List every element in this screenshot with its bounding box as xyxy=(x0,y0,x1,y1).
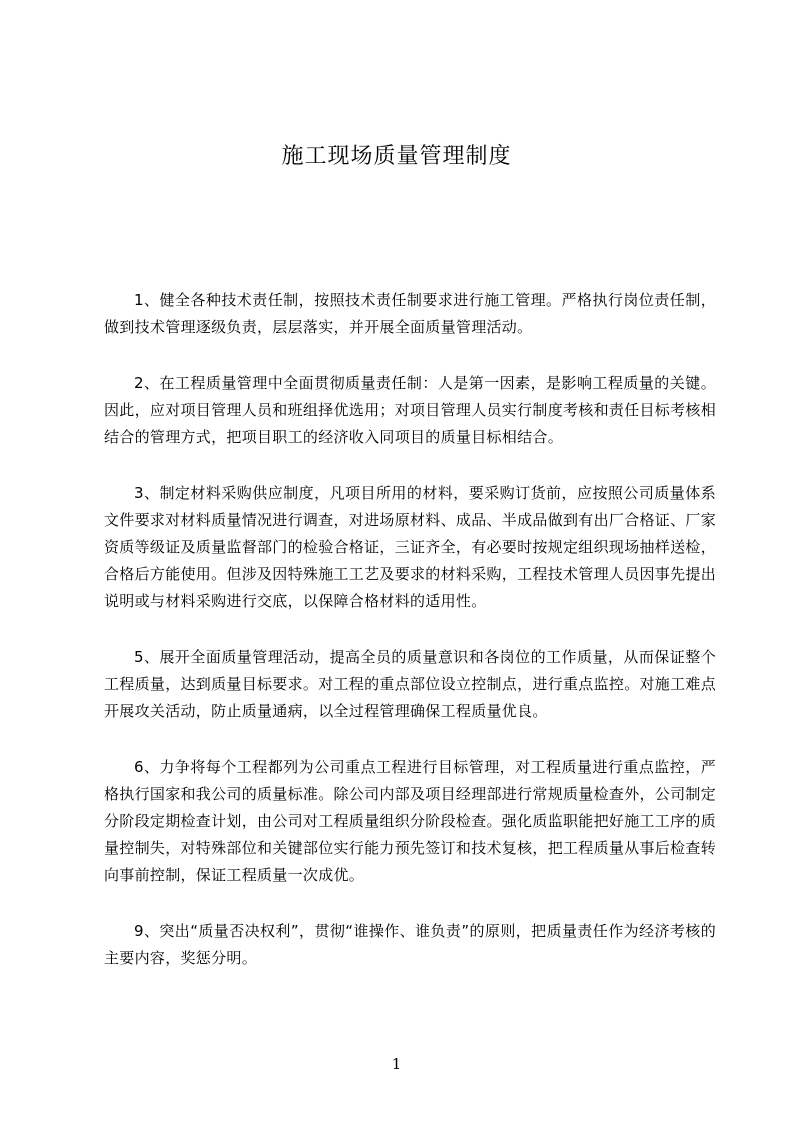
paragraph-5: 5、展开全面质量管理活动，提高全员的质量意识和各岗位的工作质量，从而保证整个工程质量，达到质量目标要求。对工程的重点部位设立控制点，进行重点监控。对施工难点开展攻关活动，防止质量通病，以全过程管理确保工程质量优良。 xyxy=(104,648,717,720)
paragraph-3: 3、制定材料采购供应制度，凡项目所用的材料，要采购订货前，应按照公司质量体系文件要求对材料质量情况进行调查，对进场原材料、成品、半成品做到有出厂合格证、厂家资质等级证及质量监督部门的检验合格证，三证齐全，有必要时按规定组织现场抽样送检，合格后方能使用。但涉及因特殊施工工艺及要求的材料采购，工程技术管理人员因事先提出说明或与材料采购进行交底，以保障合格材料的适用性。 xyxy=(104,484,717,610)
paragraph-2: 2、在工程质量管理中全面贯彻质量责任制：人是第一因素，是影响工程质量的关键。因此，应对项目管理人员和班组择优选用；对项目管理人员实行制度考核和责任目标考核相结合的管理方式，把项目职工的经济收入同项目的质量目标相结合。 xyxy=(104,374,717,446)
page-number: 1 xyxy=(391,1055,402,1073)
paragraph-9: 9、突出“质量否决权利”，贯彻“谁操作、谁负责”的原则，把质量责任作为经济考核的主要内容，奖惩分明。 xyxy=(104,922,716,967)
document-title: 施工现场质量管理制度 xyxy=(281,144,512,169)
paragraph-6: 6、力争将每个工程都列为公司重点工程进行目标管理，对工程质量进行重点监控，严格执行国家和我公司的质量标准。除公司内部及项目经理部进行常规质量检查外，公司制定分阶段定期检查计划，由公司对工程质量组织分阶段检查。强化质监职能把好施工工序的质量控制失，对特殊部位和关键部位实行能力预先签订和技术复核，把工程质量从事后检查转向事前控制，保证工程质量一次成优。 xyxy=(104,758,717,884)
paragraph-1: 1、健全各种技术责任制，按照技术责任制要求进行施工管理。严格执行岗位责任制，做到技术管理逐级负责，层层落实，并开展全面质量管理活动。 xyxy=(104,291,716,336)
document-body xyxy=(104,287,716,1001)
